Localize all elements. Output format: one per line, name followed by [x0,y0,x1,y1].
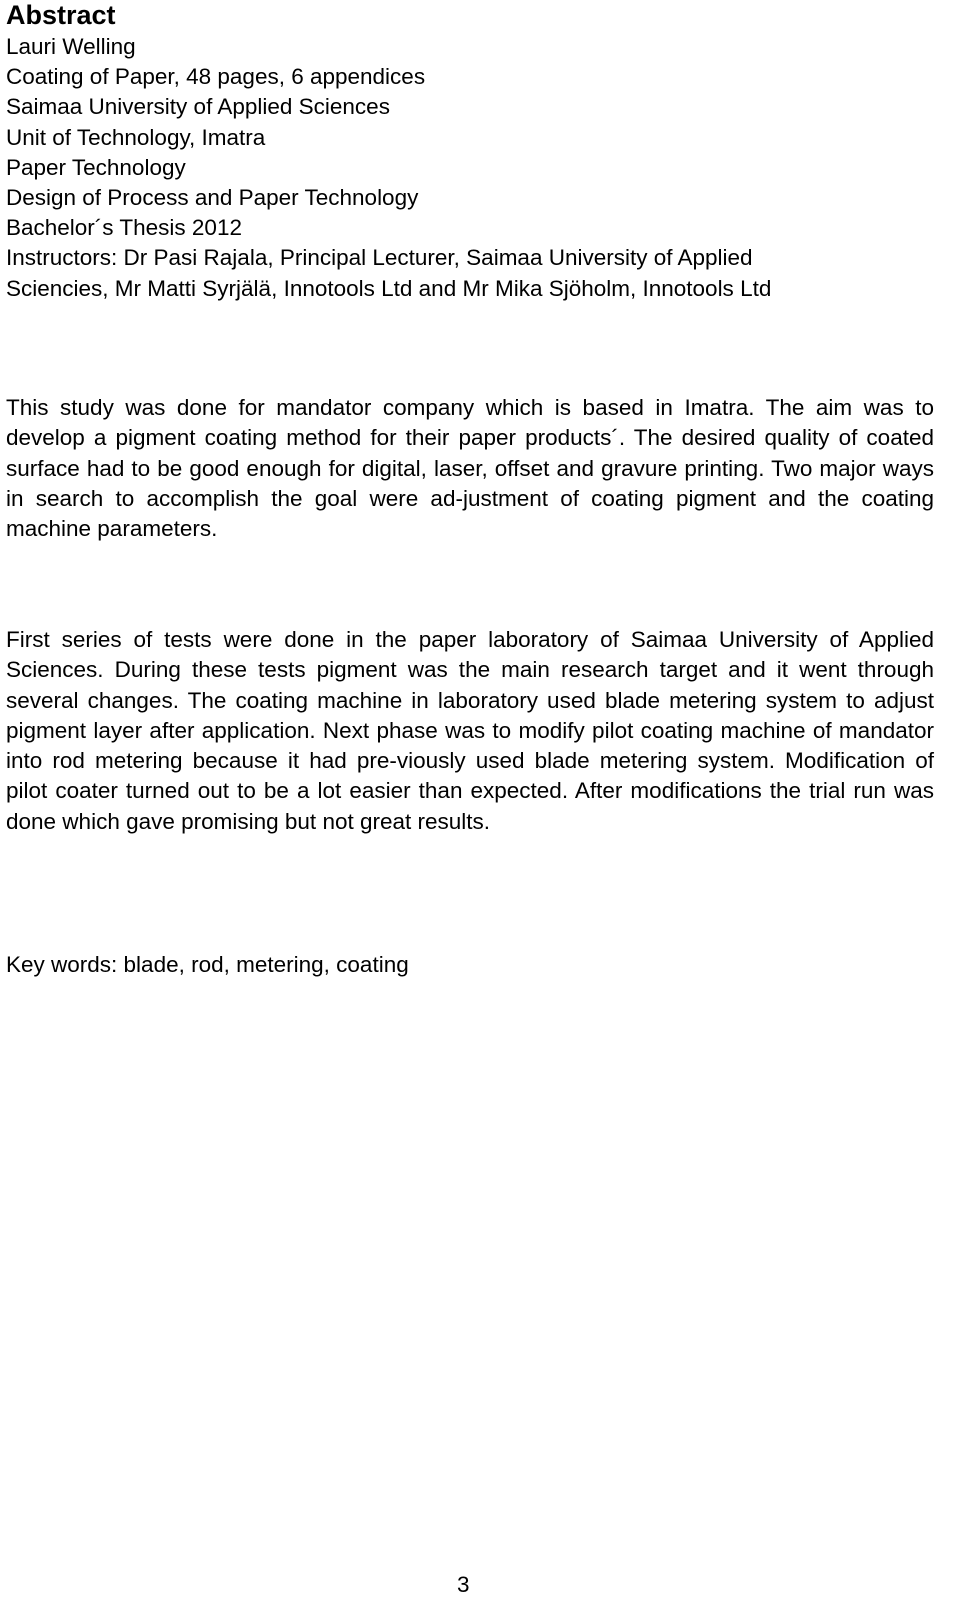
specialisation: Design of Process and Paper Technology [6,185,419,211]
abstract-paragraph-1: This study was done for mandator company which is based in Imatra. The aim was to develop a pigment coating method for their paper products´. The desired quality of coated surface had to be good enough for digital, laser, offset and gravure printing. Two major ways in search to accomplish the goal were ad-justment of coating pigment and the coating machine parameters. [6,395,934,542]
abstract-heading: Abstract [6,0,116,30]
instructors-line-2: Sciencies, Mr Matti Syrjälä, Innotools Ltd and Mr Mika Sjöholm, Innotools Ltd [6,275,772,301]
page-number: 3 [457,1572,470,1597]
unit-name: Unit of Technology, Imatra [6,124,266,150]
degree-programme: Paper Technology [6,154,186,180]
author-name: Lauri Welling [6,34,136,59]
keywords: Key words: blade, rod, metering, coating [6,952,409,977]
instructors-line-1: Instructors: Dr Pasi Rajala, Principal Lecturer, Saimaa University of Applied [6,245,753,271]
thesis-type-year: Bachelor´s Thesis 2012 [6,215,242,241]
thesis-title-pages: Coating of Paper, 48 pages, 6 appendices [6,64,426,90]
thesis-metadata [6,32,926,304]
abstract-paragraph-2: First series of tests were done in the paper laboratory of Saimaa University of Applied Sciences. During these tests pigment was the main research target and it went through several changes. The coating machine in laboratory used blade metering system to adjust pigment layer after application. Next phase was to modify pilot coating machine of mandator into rod metering because it had pre-viously used blade metering system. Modification of pilot coater turned out to be a lot easier than expected. After modifications the trial run was done which gave promising but not great results. [6,627,934,834]
university-name: Saimaa University of Applied Sciences [6,94,390,120]
